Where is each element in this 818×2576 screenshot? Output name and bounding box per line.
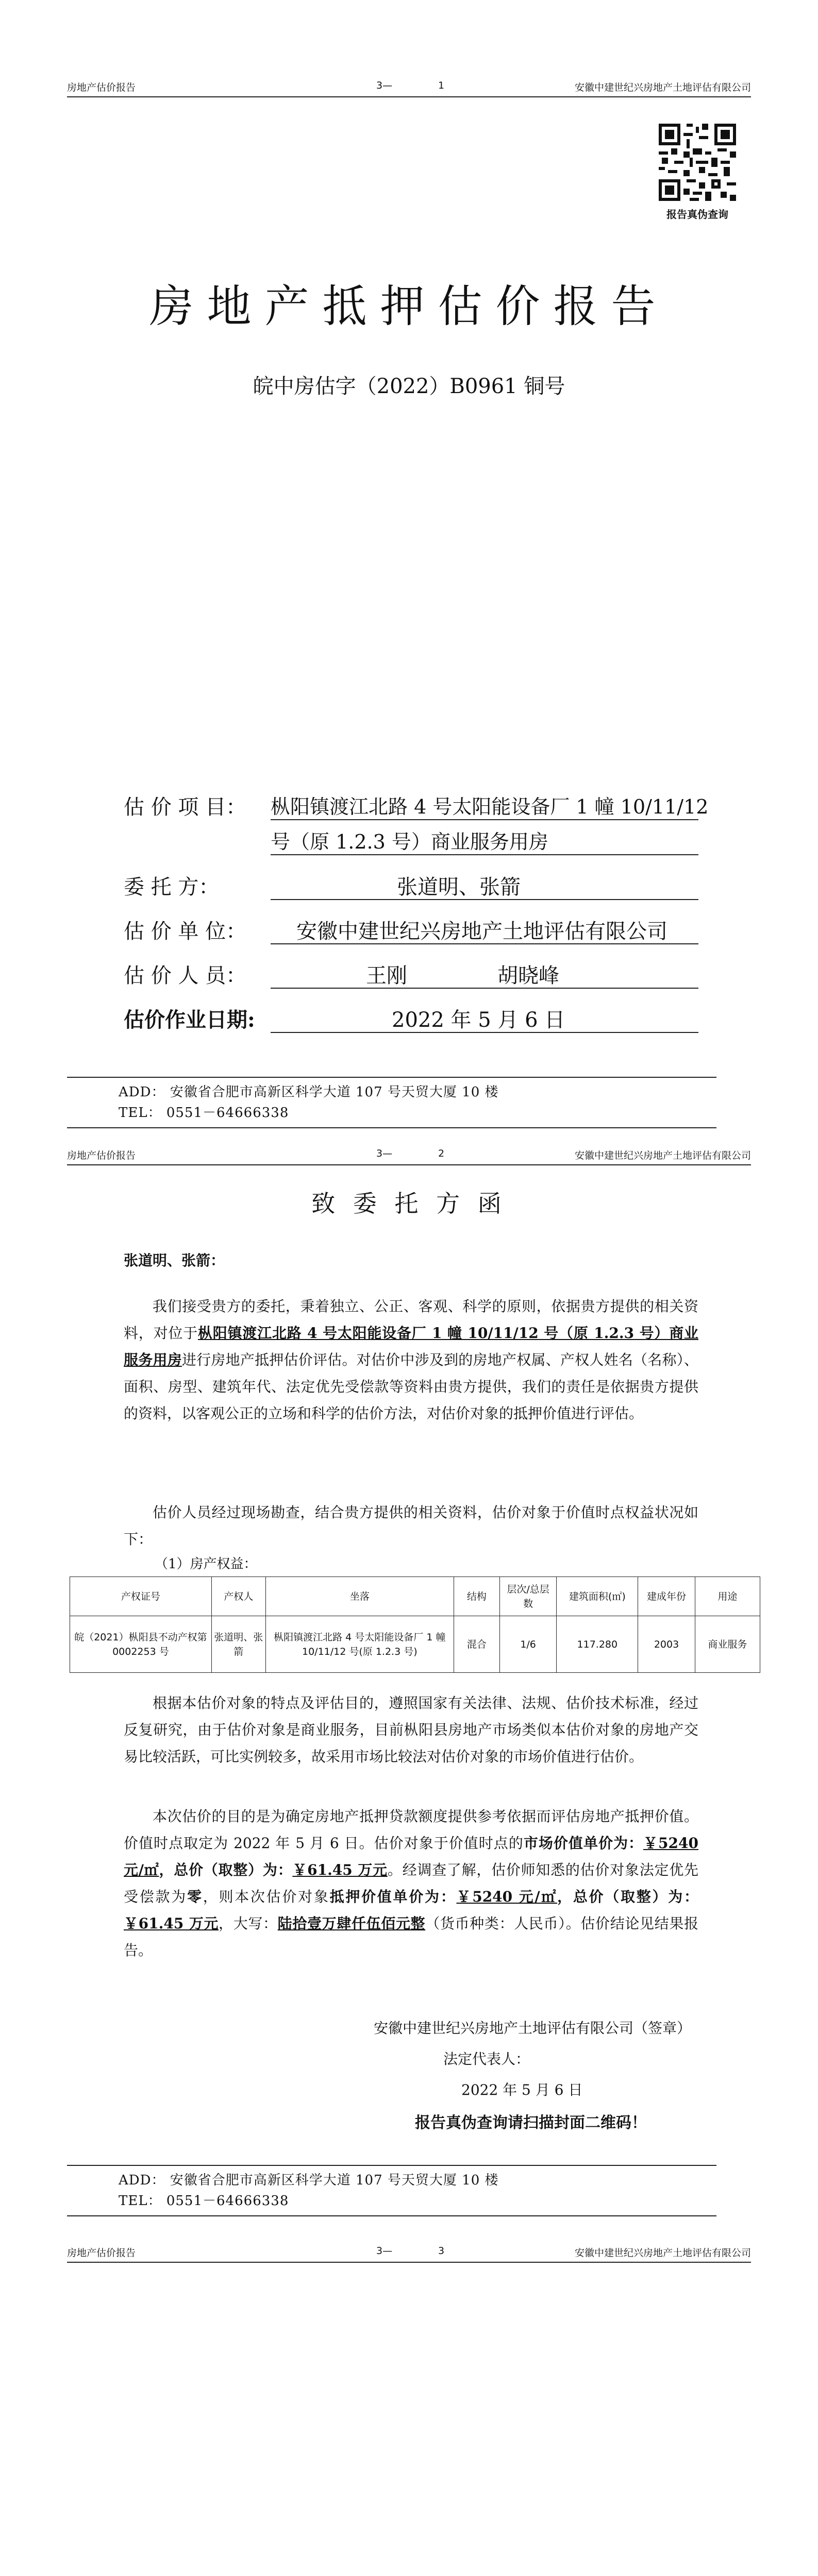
p4-text-e: （货币种类：人民币）。估价结论见结果报告。 xyxy=(124,1915,698,1959)
header-left: 房地产估价报告 xyxy=(67,2247,136,2259)
header-left: 房地产估价报告 xyxy=(67,82,136,93)
letter-paragraph-1 xyxy=(124,1293,698,1427)
p4-mortgage-unit-price: ￥5240 元/㎡ xyxy=(456,1888,558,1905)
td-cert: 皖（2021）枞阳县不动产权第 0002253 号 xyxy=(70,1616,212,1673)
page-header xyxy=(67,80,751,100)
td-usage: 商业服务 xyxy=(695,1616,760,1673)
qr-code[interactable] xyxy=(659,124,736,201)
th-year: 建成年份 xyxy=(638,1577,695,1616)
footer-tel: TEL： 0551－64666338 xyxy=(119,2193,289,2209)
th-usage: 用途 xyxy=(695,1577,760,1616)
p1-text: 我们接受贵方的委托，秉着独立、公正、客观、科学的原则，依据贵方提供的相关资料，对位于 xyxy=(124,1298,698,1342)
field-date-label: 估价作业日期: xyxy=(124,1008,255,1032)
header-page-num: 1 xyxy=(438,80,445,91)
td-location: 枞阳镇渡江北路 4 号太阳能设备厂 1 幢 10/11/12 号(原 1.2.3 号) xyxy=(265,1616,454,1673)
td-structure: 混合 xyxy=(454,1616,499,1673)
header-left: 房地产估价报告 xyxy=(67,1150,136,1161)
authenticity-notice: 报告真伪查询请扫描封面二维码！ xyxy=(415,2114,647,2132)
letter-paragraph-2: 估价人员经过现场勘查，结合贵方提供的相关资料，估价对象于价值时点权益状况如下： xyxy=(124,1504,698,1548)
th-cert: 产权证号 xyxy=(70,1577,212,1616)
header-page-total: 3— xyxy=(376,80,393,91)
signature-company: 安徽中建世纪兴房地产土地评估有限公司（签章） xyxy=(374,2020,692,2037)
header-page-num: 2 xyxy=(438,1148,445,1159)
letter-title: 致 委 托 方 函 xyxy=(311,1190,507,1217)
document-number: 皖中房估字（2022）B0961 铜号 xyxy=(253,375,565,398)
header-company: 安徽中建世纪兴房地产土地评估有限公司 xyxy=(574,2247,751,2259)
footer-address: ADD： 安徽省合肥市高新区科学大道 107 号天贸大厦 10 楼 xyxy=(119,2173,499,2188)
table-row xyxy=(70,1616,760,1673)
p4-mortgage-total-label: ，总价（取整）为： xyxy=(557,1888,698,1905)
p4-market-unit-price: ￥5240 元/㎡ xyxy=(124,1835,698,1878)
field-project-line1: 枞阳镇渡江北路 4 号太阳能设备厂 1 幢 10/11/12 xyxy=(271,795,709,818)
letter-salutation: 张道明、张箭： xyxy=(124,1252,225,1269)
td-area: 117.280 xyxy=(557,1616,638,1673)
field-project-label: 估 价 项 目： xyxy=(124,795,247,819)
field-client-label: 委 托 方： xyxy=(124,875,220,899)
report-title: 房地产抵押估价报告 xyxy=(149,281,669,332)
letter-paragraph-3: 根据本估价对象的特点及评估目的，遵照国家有关法律、法规、估价技术标准，经过反复研究，由于估价对象是商业服务，目前枞阳县房地产市场类似本估价对象的房地产交易比较活跃，可比实例较多，故采用市场比较法对估价对象的市场价值进行估价。 xyxy=(124,1694,698,1765)
p4-market-label: 市场价值单价为： xyxy=(523,1835,644,1852)
page-header xyxy=(67,2245,751,2266)
field-staff-2: 胡晓峰 xyxy=(497,964,559,988)
th-location: 坐落 xyxy=(265,1577,454,1616)
p4-amount-uppercase: 陆拾壹万肆仟伍佰元整 xyxy=(277,1915,426,1932)
field-date-value: 2022 年 5 月 6 日 xyxy=(392,1008,565,1032)
header-page-total: 3— xyxy=(376,2245,393,2257)
p1-address: 枞阳镇渡江北路 4 号太阳能设备厂 1 幢 10/11/12 号（原 1.2.3 号）商业服务用房 xyxy=(124,1325,698,1368)
header-company: 安徽中建世纪兴房地产土地评估有限公司 xyxy=(574,1150,751,1161)
p4-priority-amount: 零 xyxy=(187,1888,203,1905)
field-staff-label: 估 价 人 员： xyxy=(124,964,247,988)
td-year: 2003 xyxy=(638,1616,695,1673)
p4-market-total-label: ，总价（取整）为： xyxy=(159,1861,293,1878)
field-appraiser-label: 估 价 单 位： xyxy=(124,920,247,943)
p4-text-d: ，大写： xyxy=(219,1915,278,1932)
field-client-value: 张道明、张箭 xyxy=(397,875,521,899)
header-page-num: 3 xyxy=(438,2245,445,2257)
letter-paragraph-4 xyxy=(124,1803,698,1964)
field-project-line2: 号（原 1.2.3 号）商业服务用房 xyxy=(271,831,548,853)
td-floors: 1/6 xyxy=(499,1616,556,1673)
p1-text-2: 进行房地产抵押估价评估。对估价中涉及到的房地产权属、产权人姓名（名称）、面积、房型、建筑年代、法定优先受偿款等资料由贵方提供，我们的责任是依据贵方提供的资料，以客观公正的立场和科学的估价方法，对估价对象的抵押价值进行评估。 xyxy=(124,1351,698,1422)
p4-text-a: 本次估价的目的是为确定房地产抵押贷款额度提供参考依据而评估房地产抵押价值。价值时点取定为 2022 年 5 月 6 日。估价对象于价值时点的 xyxy=(124,1808,698,1852)
p4-text-c: ，则本次估价对象 xyxy=(203,1888,330,1905)
qr-caption: 报告真伪查询 xyxy=(666,208,728,221)
field-appraiser-value: 安徽中建世纪兴房地产土地评估有限公司 xyxy=(296,920,667,943)
p4-mortgage-label: 抵押价值单价为： xyxy=(329,1888,457,1905)
property-rights-table xyxy=(70,1577,760,1673)
field-staff-1: 王刚 xyxy=(366,964,407,988)
th-floors: 层次/总层数 xyxy=(499,1577,556,1616)
table-caption: （1）房产权益： xyxy=(155,1556,257,1572)
table-header-row xyxy=(70,1577,760,1616)
p4-market-total: ￥61.45 万元 xyxy=(292,1861,388,1878)
td-owner: 张道明、张箭 xyxy=(211,1616,265,1673)
th-area: 建筑面积(㎡) xyxy=(557,1577,638,1616)
footer-tel: TEL： 0551－64666338 xyxy=(119,1105,289,1121)
header-page-total: 3— xyxy=(376,1148,393,1159)
footer-address: ADD： 安徽省合肥市高新区科学大道 107 号天贸大厦 10 楼 xyxy=(119,1084,499,1100)
header-company: 安徽中建世纪兴房地产土地评估有限公司 xyxy=(574,82,751,93)
th-owner: 产权人 xyxy=(211,1577,265,1616)
page-header xyxy=(67,1148,751,1168)
th-structure: 结构 xyxy=(454,1577,499,1616)
signature-date: 2022 年 5 月 6 日 xyxy=(461,2081,583,2098)
signature-representative: 法定代表人： xyxy=(443,2050,530,2067)
p4-text-b: 。经调查了解，估价师知悉的估价对象法定优先受偿款为 xyxy=(124,1861,698,1905)
p4-mortgage-total: ￥61.45 万元 xyxy=(124,1915,219,1932)
